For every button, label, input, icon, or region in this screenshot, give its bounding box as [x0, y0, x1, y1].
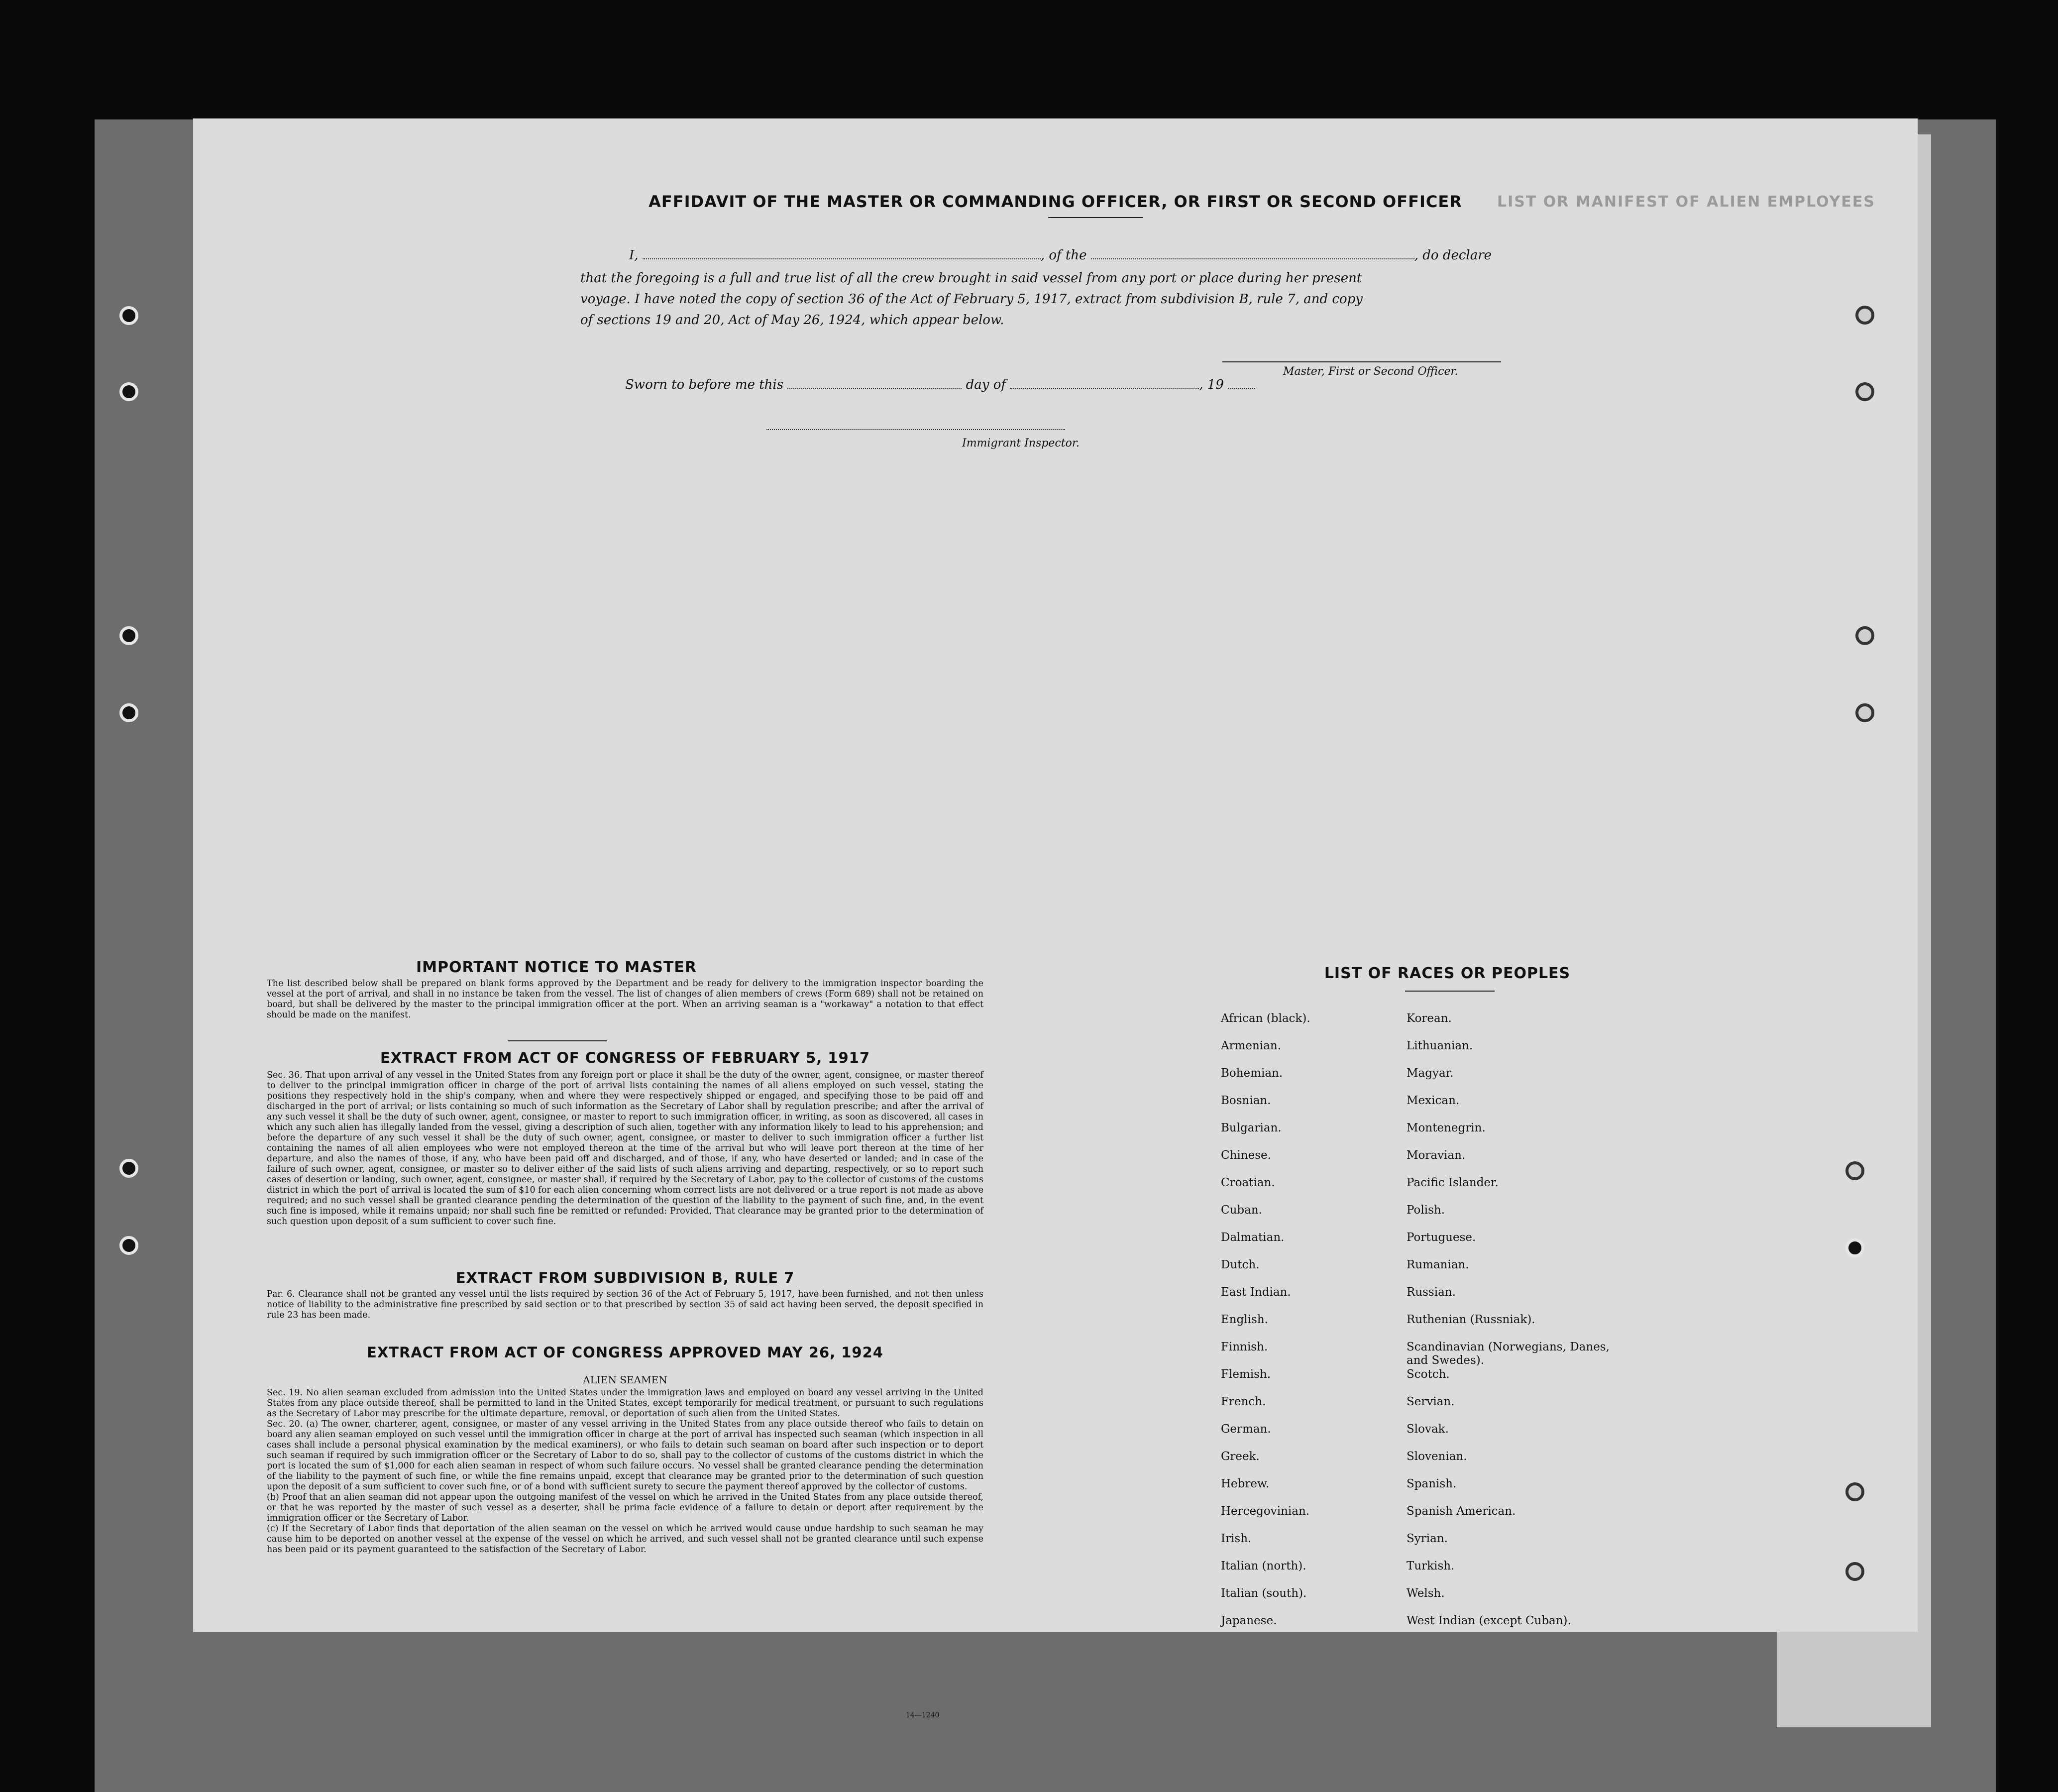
sworn-month-blank[interactable] — [1010, 378, 1199, 389]
declarant-i-label: I, — [629, 248, 639, 263]
punch-hole — [119, 703, 138, 722]
races-column-left — [1221, 1012, 1310, 1642]
sworn-label: Sworn to before me this — [625, 377, 784, 392]
race-entry: Irish. — [1221, 1532, 1252, 1545]
notice-body: The list described below shall be prepared on blank forms approved by the Department and be ready for delivery to the immigration inspector boarding the vessel at the port of arrival, and shall in no instance be taken from the vessel. The list of changes of alien members of crews (Form 689) shall not be retained on board, but shall be delivered by the master to the principal immigration officer at the port. When an arriving seaman is a "workaway" a notation to that effect should be made on the manifest. — [267, 979, 983, 1020]
race-entry: Dutch. — [1221, 1258, 1260, 1271]
race-entry: Moravian. — [1407, 1149, 1466, 1162]
punch-hole — [119, 306, 138, 325]
race-entry: Magyar. — [1407, 1067, 1454, 1080]
declaration-line-1 — [629, 248, 1492, 263]
race-entry: Mexican. — [1407, 1094, 1460, 1107]
race-entry: Flemish. — [1221, 1368, 1271, 1381]
race-entry: Welsh. — [1407, 1587, 1445, 1600]
race-entry: Polish. — [1407, 1204, 1445, 1217]
sworn-day-blank[interactable] — [787, 378, 962, 389]
race-entry: Rumanian. — [1407, 1258, 1469, 1271]
race-entry: African (black). — [1221, 1012, 1310, 1025]
race-entry: Scotch. — [1407, 1368, 1450, 1381]
race-entry: Korean. — [1407, 1012, 1452, 1025]
declaration-line-4: of sections 19 and 20, Act of May 26, 1924, which appear below. — [580, 313, 1004, 328]
vessel-of-label: , of the — [1040, 248, 1087, 263]
sec-19-body: Sec. 19. No alien seaman excluded from admission into the United States under the immigration laws and employed on board any vessel arriving in the United States from any place outside thereof, shall be permitted to land in the United States, except temporarily for medical treatment, or pursuant to such regulations as the Secretary of Labor may prescribe for the ultimate departure, removal, or deportation of such alien from the United States. — [267, 1388, 983, 1419]
sec-20c-body: (c) If the Secretary of Labor finds that deportation of the alien seaman on the vessel on which he arrived would cause undue hardship to such seaman he may cause him to be deported on another vessel at the expense of the vessel on which he arrived, and such vessel shall not be granted clearance until such expense has been paid or its payment guaranteed to the satisfaction of the Secretary of Labor. — [267, 1524, 983, 1555]
sworn-line — [625, 377, 1255, 392]
punch-hole — [1845, 1238, 1864, 1257]
race-entry: German. — [1221, 1423, 1271, 1436]
extract-1917-title: EXTRACT FROM ACT OF CONGRESS OF FEBRUARY 5, 1917 — [380, 1049, 870, 1066]
punch-hole — [1855, 306, 1874, 325]
race-entry: Spanish American. — [1407, 1505, 1516, 1518]
notice-body-block — [267, 979, 983, 1020]
extract-rule7-body: Par. 6. Clearance shall not be granted any vessel until the lists required by section 36 of the Act of February 5, 1917, have been furnished, and not then unless notice of liability to the administrative fine prescribed by said section or to that prescribed by section 35 of said act having been served, the deposit specified in rule 23 has been made. — [267, 1289, 983, 1320]
race-entry: Dalmatian. — [1221, 1231, 1285, 1244]
extract-1924-title: EXTRACT FROM ACT OF CONGRESS APPROVED MAY 26, 1924 — [367, 1344, 883, 1361]
bleed-through-text: LIST OR MANIFEST OF ALIEN EMPLOYEES — [1497, 193, 1875, 211]
affidavit-page — [193, 118, 1918, 1719]
punch-hole — [1845, 1482, 1864, 1501]
race-entry: East Indian. — [1221, 1286, 1291, 1299]
race-entry: Croatian. — [1221, 1176, 1275, 1189]
inspector-signature-line[interactable] — [766, 429, 1065, 430]
race-entry: Slovak. — [1407, 1423, 1449, 1436]
race-entry: Italian (south). — [1221, 1587, 1307, 1600]
race-entry: Armenian. — [1221, 1039, 1282, 1052]
race-entry: Bulgarian. — [1221, 1121, 1282, 1134]
races-title: LIST OF RACES OR PEOPLES — [1324, 965, 1571, 982]
race-entry: Hercegovinian. — [1221, 1505, 1310, 1518]
punch-hole — [1845, 1562, 1864, 1581]
race-entry: Finnish. — [1221, 1341, 1268, 1353]
races-divider — [1405, 991, 1495, 992]
master-signature-line[interactable] — [1222, 361, 1501, 362]
notice-divider — [508, 1040, 607, 1041]
inspector-label: Immigrant Inspector. — [962, 437, 1080, 449]
punch-hole — [119, 1236, 138, 1255]
punch-hole — [1855, 382, 1874, 401]
title-divider — [1048, 217, 1143, 218]
race-entry: Ruthenian (Russniak). — [1407, 1313, 1535, 1326]
race-entry: Cuban. — [1221, 1204, 1262, 1217]
punch-hole — [1855, 626, 1874, 645]
race-entry: Servian. — [1407, 1395, 1455, 1408]
race-entry: Bohemian. — [1221, 1067, 1283, 1080]
sec-20a-body: Sec. 20. (a) The owner, charterer, agent, consignee, or master of any vessel arriving in the United States from any place outside thereof who fails to detain on board any alien seaman employed on such vessel until the immigration officer in charge at the port of arrival has inspected such seaman (which inspection in all cases shall include a personal physical examination by the medical examiners), or who fails to detain such seaman on board after such inspection or to deport such seaman if required by such immigration officer or the Secretary of Labor to do so, shall pay to the collector of customs of the customs district in which the port is located the sum of $1,000 for each alien seaman in respect of whom such failure occurs. No vessel shall be granted clearance pending the determination of the liability to the payment of such fine, or while the fine remains unpaid, except that clearance may be granted prior to the determination of such question upon the deposit of a sum sufficient to cover such fine, or of a bond with sufficient surety to secure the payment thereof approved by the collector of customs. — [267, 1419, 983, 1492]
punch-hole — [1855, 703, 1874, 722]
vessel-name-blank[interactable] — [1091, 248, 1414, 259]
extract-1917-block — [267, 1070, 983, 1227]
affidavit-title: AFFIDAVIT OF THE MASTER OR COMMANDING OFFICER, OR FIRST OR SECOND OFFICER — [649, 192, 1462, 211]
race-entry: Hebrew. — [1221, 1477, 1270, 1490]
declarant-name-blank[interactable] — [643, 248, 1041, 259]
race-entry: Turkish. — [1407, 1560, 1455, 1572]
race-entry: Portuguese. — [1407, 1231, 1476, 1244]
declare-label: , do declare — [1414, 248, 1492, 263]
race-entry: Japanese. — [1221, 1614, 1277, 1627]
race-entry: French. — [1221, 1395, 1266, 1408]
notice-title: IMPORTANT NOTICE TO MASTER — [416, 959, 697, 976]
race-entry: Pacific Islander. — [1407, 1176, 1499, 1189]
form-number: 14—1240 — [906, 1711, 940, 1719]
race-entry: Greek. — [1221, 1450, 1260, 1463]
race-entry: Spanish. — [1407, 1477, 1457, 1490]
alien-seamen-subtitle: ALIEN SEAMEN — [583, 1374, 667, 1386]
extract-rule7-block — [267, 1289, 983, 1321]
race-entry: Syrian. — [1407, 1532, 1448, 1545]
year-prefix-label: , 19 — [1199, 377, 1224, 392]
day-of-label: day of — [966, 377, 1006, 392]
race-entry: Chinese. — [1221, 1149, 1271, 1162]
race-entry: Scandinavian (Norwegians, Danes, and Swedes). — [1407, 1341, 1610, 1367]
race-entry: Italian (north). — [1221, 1560, 1306, 1572]
extract-rule7-title: EXTRACT FROM SUBDIVISION B, RULE 7 — [455, 1269, 795, 1286]
punch-hole — [1845, 1161, 1864, 1180]
punch-hole — [119, 1159, 138, 1178]
punch-hole — [119, 626, 138, 645]
race-entry: Slovenian. — [1407, 1450, 1467, 1463]
declaration-line-2: that the foregoing is a full and true list of all the crew brought in said vessel from any port or place during her present — [580, 271, 1362, 286]
races-column-right — [1407, 1012, 1616, 1642]
race-entry: Bosnian. — [1221, 1094, 1271, 1107]
sec-20b-body: (b) Proof that an alien seaman did not appear upon the outgoing manifest of the vessel on which he arrived in the United States from any place outside thereof, or that he was reported by the master of such vessel as a deserter, shall be prima facie evidence of a failure to detain or deport after requirement by the immigration officer or the Secretary of Labor. — [267, 1492, 983, 1523]
punch-hole — [119, 382, 138, 401]
extract-1924-block — [267, 1388, 983, 1555]
extract-1917-body: Sec. 36. That upon arrival of any vessel in the United States from any foreign port or place it shall be the duty of the owner, agent, consignee, or master thereof to deliver to the principal immigration officer in charge of the port of arrival lists containing the names of all aliens employed on such vessel, stating the positions they respectively hold in the ship's company, when and where they were respectively shipped or engaged, and specifying those to be paid off and discharged in the port of arrival; or lists containing so much of such information as the Secretary of Labor shall by regulation prescribe; and after the arrival of any such vessel it shall be the duty of such owner, agent, consignee, or master to report to such immigration officer, in writing, as soon as discovered, all cases in which any such alien has illegally landed from the vessel, giving a description of such alien, together with any information likely to lead to his apprehension; and before the departure of any such vessel it shall be the duty of such owner, agent, consignee, or master to deliver to such immigration officer a further list containing the names of all alien employees who were not employed thereon at the time of the arrival but who will leave port thereon at the time of her departure, and also the names of those, if any, who have been paid off and discharged, and of those, if any, who have deserted or landed; and in case of the failure of such owner, agent, consignee, or master so to deliver either of the said lists of such aliens arriving and departing, respectively, or so to report such cases of desertion or landing, such owner, agent, consignee, or master shall, if required by the Secretary of Labor, pay to the collector of customs of the customs district in which the port of arrival is located the sum of $10 for each alien concerning whom correct lists are not delivered or a true report is not made as above required; and no such vessel shall be granted clearance pending the determination of the question of the liability to the payment of such fine, and, in the event such fine is imposed, while it remains unpaid; nor shall such fine be remitted or refunded: Provided, That clearance may be granted prior to the determination of such question upon deposit of a sum sufficient to cover such fine. — [267, 1070, 983, 1227]
race-entry: Lithuanian. — [1407, 1039, 1473, 1052]
race-entry: English. — [1221, 1313, 1268, 1326]
declaration-line-3: voyage. I have noted the copy of section 36 of the Act of February 5, 1917, extract from subdivision B, rule 7, and copy — [580, 292, 1363, 307]
race-entry: Montenegrin. — [1407, 1121, 1486, 1134]
sworn-year-blank[interactable] — [1228, 378, 1255, 389]
race-entry: Russian. — [1407, 1286, 1456, 1299]
master-signature-label: Master, First or Second Officer. — [1283, 365, 1458, 378]
race-entry: West Indian (except Cuban). — [1407, 1614, 1571, 1627]
